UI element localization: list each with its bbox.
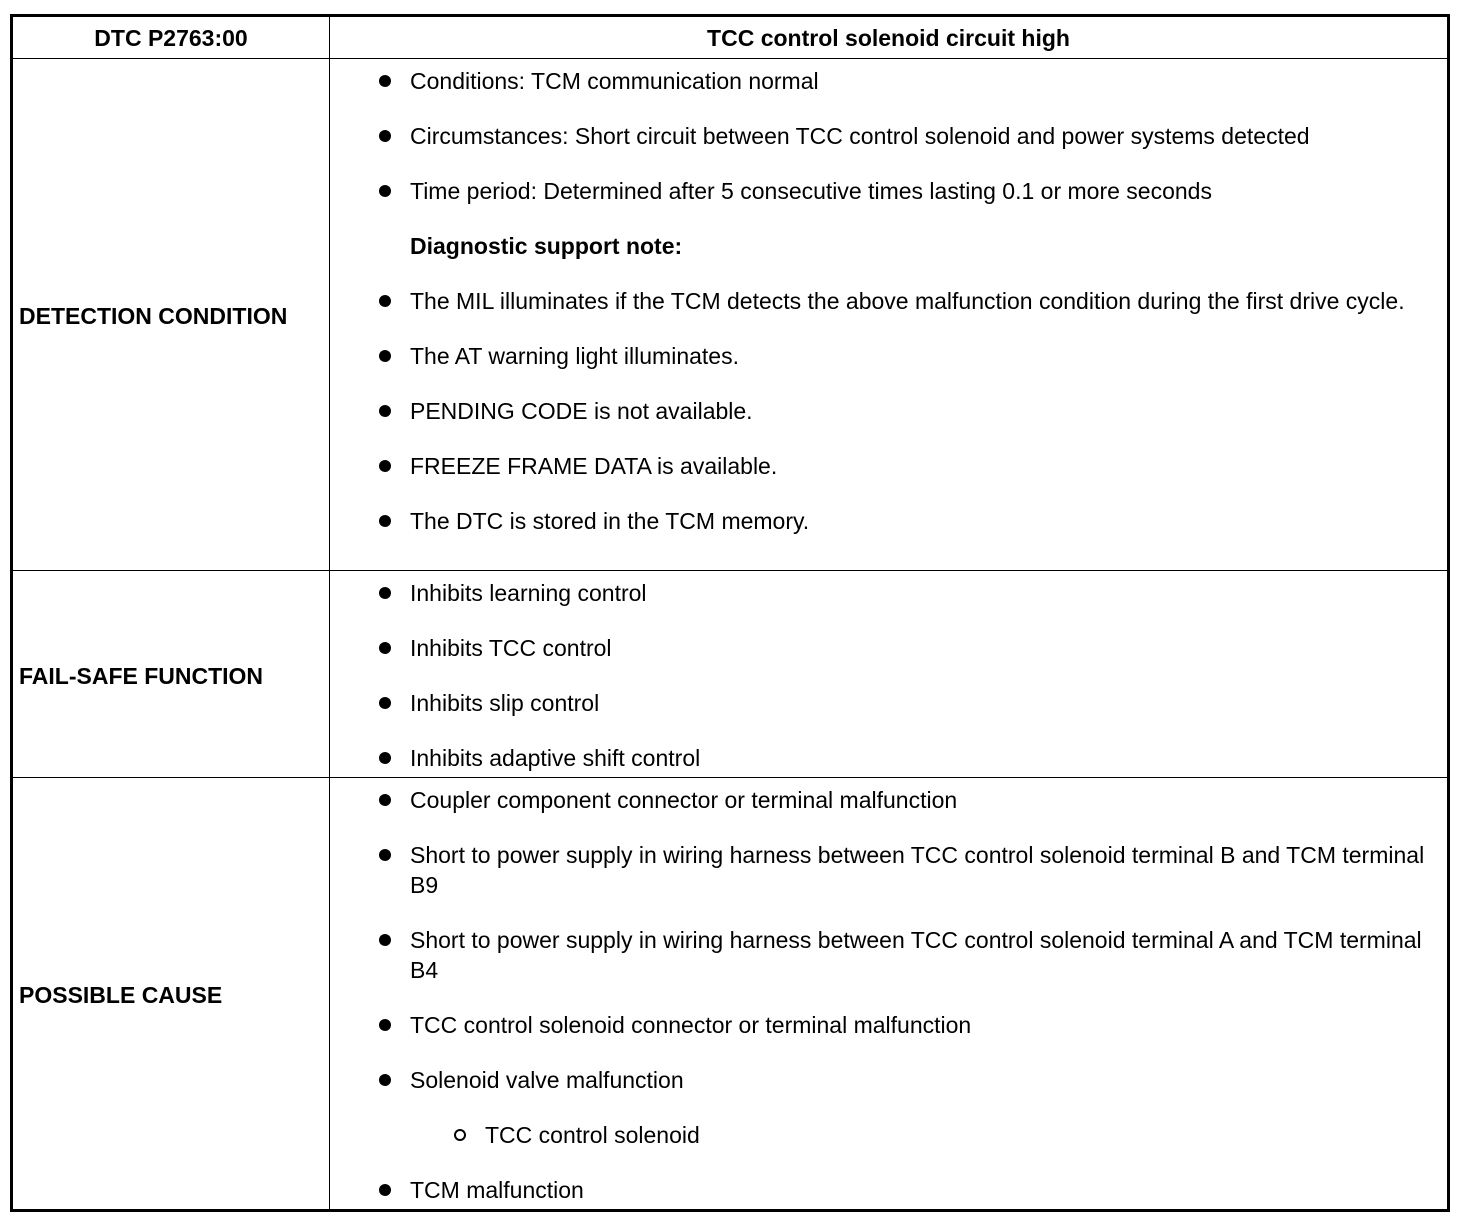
- list-item: Short to power supply in wiring harness between TCC control solenoid terminal B and TCM terminal B9: [330, 840, 1447, 900]
- sub-list-item: TCC control solenoid: [330, 1120, 1447, 1150]
- list-item: Solenoid valve malfunction: [330, 1065, 1447, 1095]
- possible-cause-label: POSSIBLE CAUSE: [19, 982, 223, 1008]
- list-item: Inhibits slip control: [330, 688, 1447, 718]
- list-item: Inhibits adaptive shift control: [330, 743, 1447, 773]
- list-item: Short to power supply in wiring harness between TCC control solenoid terminal A and TCM terminal B4: [330, 925, 1447, 985]
- fail-safe-function-label: FAIL-SAFE FUNCTION: [19, 663, 264, 689]
- possible-cause-list: [330, 785, 1447, 1205]
- list-item: Circumstances: Short circuit between TCC control solenoid and power systems detected: [330, 121, 1447, 151]
- list-item: Conditions: TCM communication normal: [330, 66, 1447, 96]
- list-item: The MIL illuminates if the TCM detects the above malfunction condition during the first drive cycle.: [330, 286, 1447, 316]
- failsafe-row-divider: [13, 777, 1447, 778]
- fail-safe-function-list: [330, 578, 1447, 773]
- list-item: Coupler component connector or terminal malfunction: [330, 785, 1447, 815]
- list-item: The AT warning light illuminates.: [330, 341, 1447, 371]
- detection-condition-list: [330, 66, 1447, 536]
- list-item: TCM malfunction: [330, 1175, 1447, 1205]
- list-item: Time period: Determined after 5 consecutive times lasting 0.1 or more seconds: [330, 176, 1447, 206]
- list-item: TCC control solenoid connector or terminal malfunction: [330, 1010, 1447, 1040]
- dtc-code: DTC P2763:00: [94, 25, 248, 51]
- dtc-title: TCC control solenoid circuit high: [707, 25, 1070, 51]
- list-item: Inhibits learning control: [330, 578, 1447, 608]
- dtc-table: [10, 14, 1450, 1212]
- detection-row-divider: [13, 570, 1447, 571]
- list-item: FREEZE FRAME DATA is available.: [330, 451, 1447, 481]
- detection-condition-label: DETECTION CONDITION: [19, 303, 288, 329]
- list-item: The DTC is stored in the TCM memory.: [330, 506, 1447, 536]
- list-item: Inhibits TCC control: [330, 633, 1447, 663]
- diagnostic-support-note-heading: Diagnostic support note:: [410, 233, 683, 259]
- list-item: PENDING CODE is not available.: [330, 396, 1447, 426]
- header-row-divider: [13, 58, 1447, 59]
